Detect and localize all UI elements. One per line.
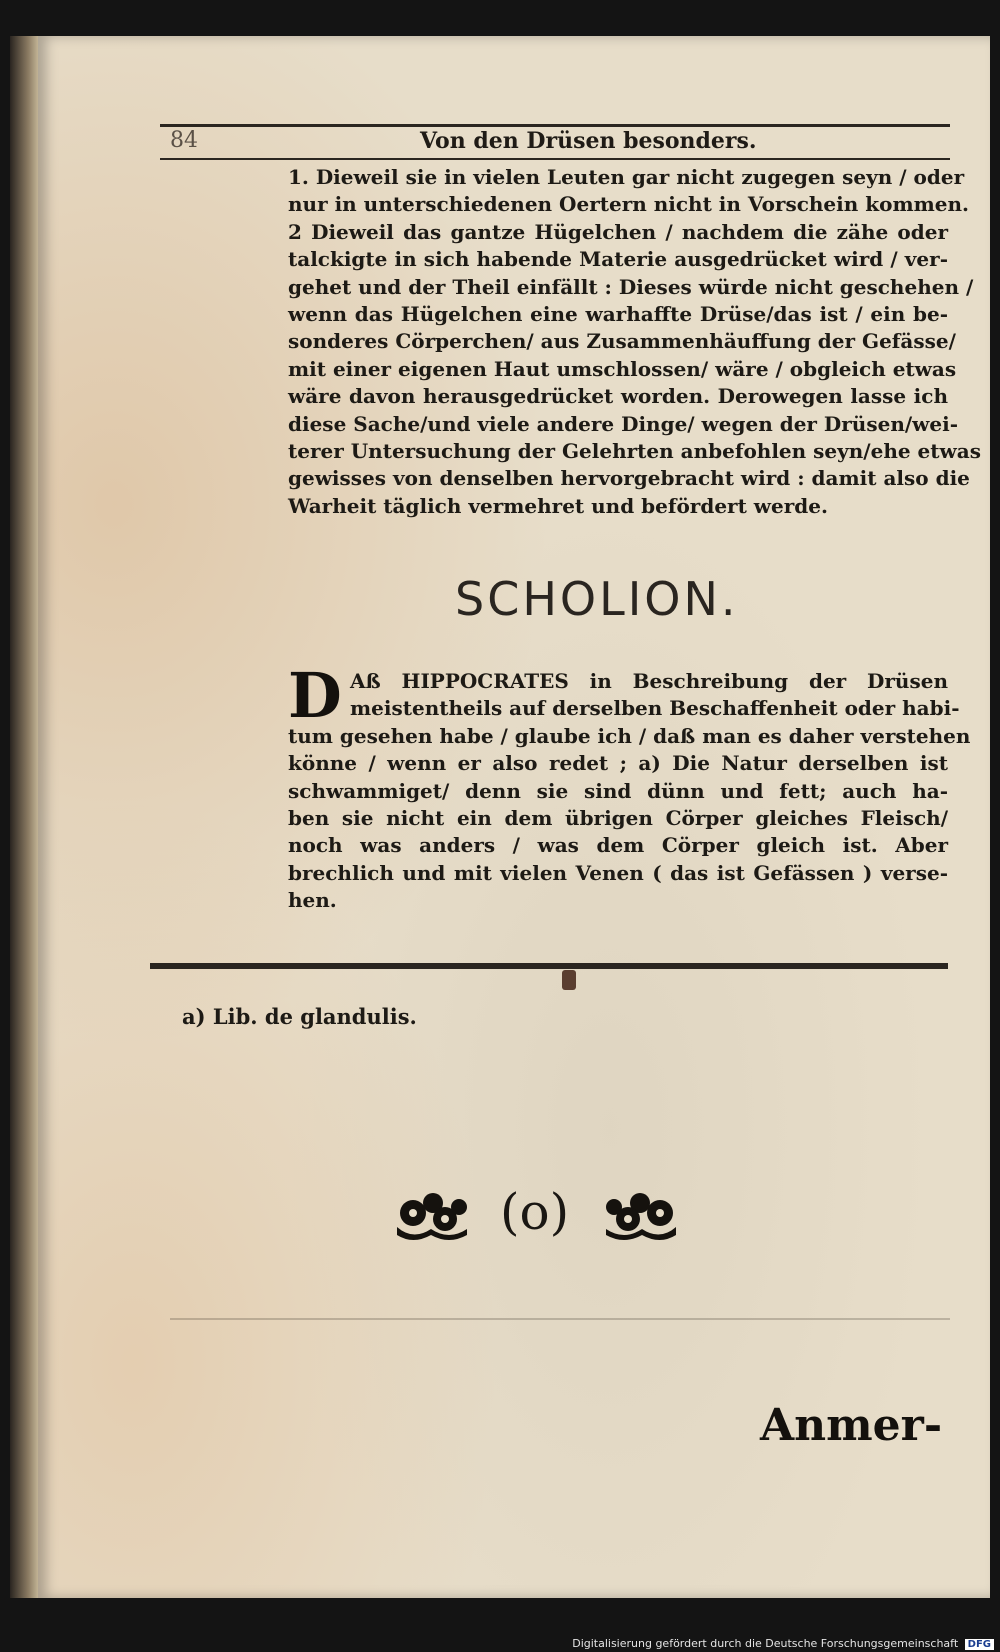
floral-ornament-right-icon xyxy=(604,1183,680,1243)
header-rule-top xyxy=(160,124,950,127)
body-line: wenn das Hügelchen eine warhaffte Drüse/das ist / ein be- xyxy=(288,302,948,327)
body-line: diese Sache/und viele andere Dinge/ wegen der Drüsen/wei- xyxy=(288,411,959,436)
body-line: 1. Dieweil sie in vielen Leuten gar nicht zugegen seyn / oder xyxy=(288,165,965,189)
body-line: gehet und der Theil einfällt : Dieses würde nicht geschehen / xyxy=(288,274,974,299)
floral-ornament-left-icon xyxy=(393,1183,469,1243)
page-number: 84 xyxy=(170,128,198,153)
body-line: sonderes Cörperchen/ aus Zusammenhäuffung der Gefässe/ xyxy=(288,329,956,354)
body-line: gewisses von denselben hervorgebracht wird : damit also die xyxy=(288,466,970,491)
body-line: terer Untersuchung der Gelehrten anbefohlen seyn/ehe etwas xyxy=(288,439,981,464)
ink-blot xyxy=(562,970,576,990)
body-line: Warheit täglich vermehret und befördert werde. xyxy=(288,493,828,518)
scholion-line: brechlich und mit vielen Venen ( das ist Gefässen ) verse- xyxy=(288,860,948,885)
show-through-rule xyxy=(170,1318,950,1320)
scholion-line: tum gesehen habe / glaube ich / daß man es daher verstehen xyxy=(288,723,971,748)
scholion-line: ben sie nicht ein dem übrigen Cörper gleiches Fleisch/ xyxy=(288,806,948,831)
book-binding-edge xyxy=(10,36,40,1598)
footnote: a) Lib. de glandulis. xyxy=(182,1004,417,1029)
footnote-separator xyxy=(150,963,948,969)
body-line: mit einer eigenen Haut umschlossen/ wäre / obgleich etwas xyxy=(288,356,957,381)
catchword: Anmer- xyxy=(760,1400,943,1451)
dfg-logo: DFG xyxy=(965,1639,994,1650)
scholion-line: schwammiget/ denn sie sind dünn und fett; auch ha- xyxy=(288,778,948,803)
header-rule-bottom xyxy=(160,158,950,160)
digitization-credit xyxy=(572,1637,994,1650)
scholion-line: Aß HIPPOCRATES in Beschreibung der Drüsen xyxy=(350,669,948,693)
scholion-line: hen. xyxy=(288,888,337,913)
body-line: talckigte in sich habende Materie ausgedrücket wird / ver- xyxy=(288,247,948,272)
scholion-heading: SCHOLION. xyxy=(455,572,739,626)
scholion-line: meistentheils auf derselben Beschaffenheit oder habi- xyxy=(350,696,960,721)
body-line: 2 Dieweil das gantze Hügelchen / nachdem die zähe oder xyxy=(288,219,948,244)
credit-text: Digitalisierung gefördert durch die Deutsche Forschungsgemeinschaft xyxy=(572,1637,959,1650)
scholion-line: noch was anders / was dem Cörper gleich ist. Aber xyxy=(288,833,948,858)
scholion-line: könne / wenn er also redet ; a) Die Natur derselben ist xyxy=(288,751,948,776)
ornament-center: (o) xyxy=(500,1183,570,1241)
decorated-initial: D xyxy=(288,659,342,732)
scholion-paragraph xyxy=(288,668,971,915)
body-line: wäre davon herausgedrücket worden. Derowegen lasse ich xyxy=(288,384,948,409)
body-line: nur in unterschiedenen Oertern nicht in Vorschein kommen. xyxy=(288,192,970,217)
body-paragraph xyxy=(288,164,981,520)
running-head: Von den Drüsen besonders. xyxy=(420,128,757,154)
